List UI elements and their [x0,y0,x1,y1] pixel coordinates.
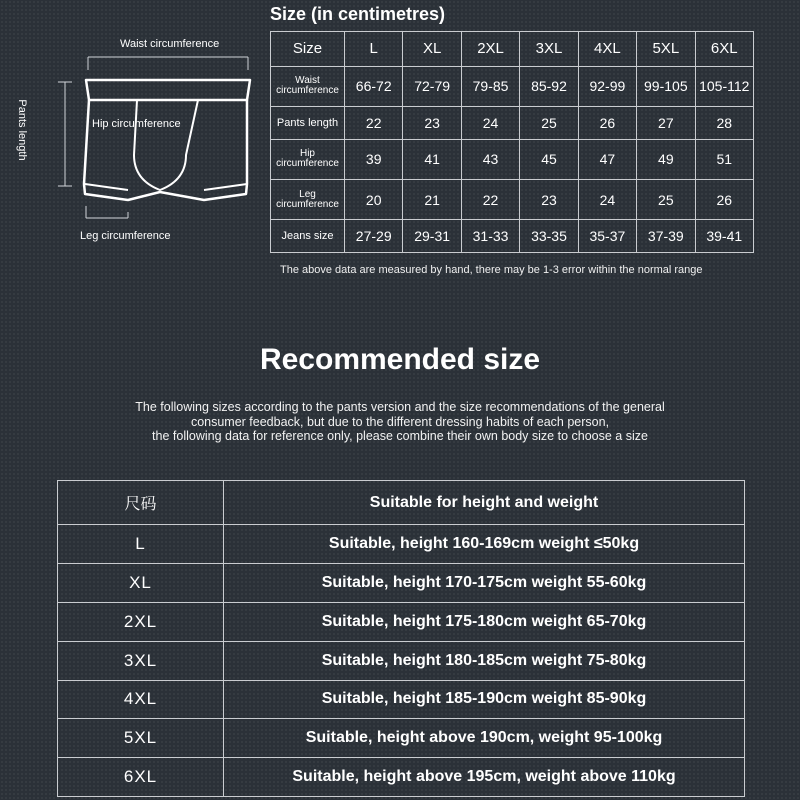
table-cell: 105-112 [695,66,753,106]
pants-length-label: Pants length [16,99,28,161]
size-header-cell: 2XL [461,32,519,67]
table-cell: 23 [403,106,461,139]
table-row [58,758,745,797]
table-row [58,564,745,603]
size-header-label: Size [271,32,345,67]
table-cell: 22 [461,179,519,219]
suitable-column-header: Suitable for height and weight [224,481,745,525]
table-cell: 25 [637,179,695,219]
size-cell: 3XL [58,641,224,680]
hip-circumference-label: Hip circumference [92,118,181,130]
table-cell: 85-92 [520,66,578,106]
suitability-cell: Suitable, height 160-169cm weight ≤50kg [224,525,745,564]
suitability-cell: Suitable, height 170-175cm weight 55-60kg [224,564,745,603]
row-label-waist: Waist circumference [271,66,345,106]
suitability-cell: Suitable, height 185-190cm weight 85-90kg [224,680,745,719]
table-row [58,525,745,564]
size-cell: 2XL [58,602,224,641]
table-cell: 92-99 [578,66,636,106]
table-row [271,66,754,106]
table-cell: 72-79 [403,66,461,106]
size-header-cell: XL [403,32,461,67]
table-cell: 47 [578,139,636,179]
table-cell: 39 [345,139,403,179]
description-line: The following sizes according to the pants version and the size recommendations of the general [135,400,665,414]
size-cell: XL [58,564,224,603]
size-chart-header-row [271,32,754,67]
table-cell: 22 [345,106,403,139]
table-cell: 23 [520,179,578,219]
recommended-size-title: Recommended size [259,343,541,376]
measurement-note: The above data are measured by hand, there may be 1-3 error within the normal range [280,264,703,276]
table-cell: 41 [403,139,461,179]
leg-circumference-label: Leg circumference [80,230,171,242]
table-row [271,139,754,179]
size-chart-table [270,31,754,253]
suitability-cell: Suitable, height above 195cm, weight above 110kg [224,758,745,797]
table-cell: 43 [461,139,519,179]
table-row [271,220,754,253]
suitability-cell: Suitable, height 175-180cm weight 65-70kg [224,602,745,641]
size-header-cell: 3XL [520,32,578,67]
size-header-cell: 5XL [637,32,695,67]
table-cell: 33-35 [520,220,578,253]
table-cell: 26 [695,179,753,219]
table-cell: 51 [695,139,753,179]
table-cell: 25 [520,106,578,139]
size-cell: 6XL [58,758,224,797]
table-cell: 79-85 [461,66,519,106]
table-cell: 66-72 [345,66,403,106]
table-cell: 31-33 [461,220,519,253]
table-row [271,179,754,219]
description-line: consumer feedback, but due to the different dressing habits of each person, [190,414,610,429]
table-row [271,106,754,139]
suitability-cell: Suitable, height above 190cm, weight 95-100kg [224,719,745,758]
table-cell: 27 [637,106,695,139]
table-row [58,680,745,719]
size-header-cell: 6XL [695,32,753,67]
table-cell: 20 [345,179,403,219]
table-cell: 37-39 [637,220,695,253]
table-cell: 99-105 [637,66,695,106]
size-cell: L [58,525,224,564]
table-cell: 27-29 [345,220,403,253]
table-row [58,602,745,641]
row-label-pants-length: Pants length [271,106,345,139]
measurement-diagram [0,0,268,260]
table-cell: 29-31 [403,220,461,253]
row-label-jeans-size: Jeans size [271,220,345,253]
waist-circumference-label: Waist circumference [120,38,220,50]
recommended-size-table [57,480,745,797]
recommended-size-description [0,400,800,444]
size-chart-title: Size (in centimetres) [270,4,446,24]
table-cell: 35-37 [578,220,636,253]
table-cell: 24 [461,106,519,139]
table-cell: 39-41 [695,220,753,253]
size-cell: 4XL [58,680,224,719]
size-header-cell: 4XL [578,32,636,67]
table-cell: 28 [695,106,753,139]
row-label-leg: Leg circumference [271,179,345,219]
row-label-hip: Hip circumference [271,139,345,179]
suitability-cell: Suitable, height 180-185cm weight 75-80kg [224,641,745,680]
table-row [58,641,745,680]
size-column-header: 尺码 [58,481,224,525]
recommended-header-row [58,481,745,525]
table-cell: 45 [520,139,578,179]
table-cell: 24 [578,179,636,219]
size-cell: 5XL [58,719,224,758]
description-line: the following data for reference only, please combine their own body size to choose a size [152,429,648,443]
table-cell: 49 [637,139,695,179]
table-row [58,719,745,758]
size-header-cell: L [345,32,403,67]
table-cell: 21 [403,179,461,219]
table-cell: 26 [578,106,636,139]
